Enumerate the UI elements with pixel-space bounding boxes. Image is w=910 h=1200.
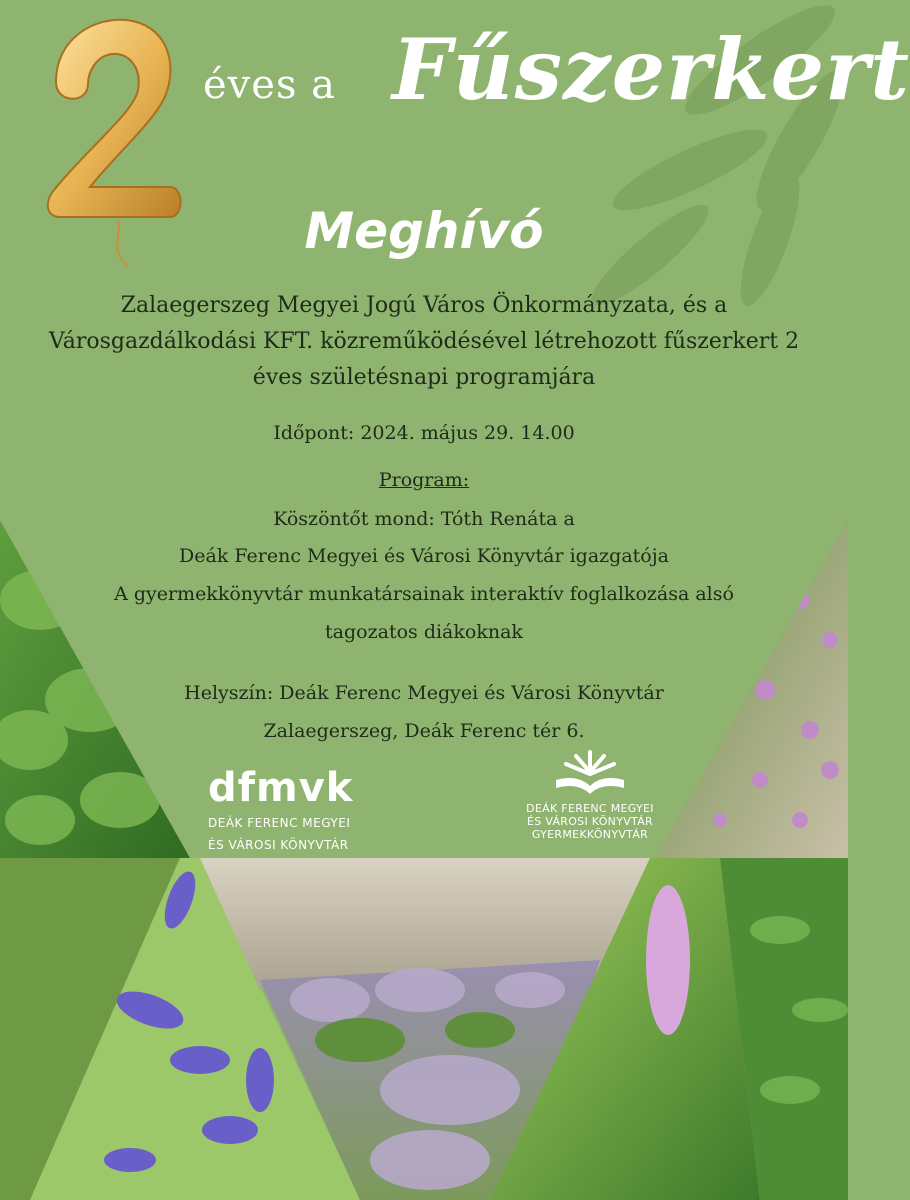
program-line: tagozatos diákoknak [325,621,523,643]
childrens-library-logo-line: GYERMEKKÖNYVTÁR [531,828,649,841]
intro-line: Városgazdálkodási KFT. közreműködésével létrehozott fűszerkert 2 [48,329,800,354]
open-book-sun-icon [550,748,630,798]
childrens-library-logo-line: DEÁK FERENC MEGYEI [526,802,654,815]
intro-line: éves születésnapi programjára [252,365,596,390]
dfmvk-logo-line: DEÁK FERENC MEGYEI [208,816,351,830]
location-line: Zalaegerszeg, Deák Ferenc tér 6. [263,720,585,742]
intro-text [0,288,848,396]
childrens-library-logo-line: ÉS VÁROSI KÖNYVTÁR [527,815,653,828]
invitation-heading: Meghívó [304,202,544,260]
program-line: A gyermekkönyvtár munkatársainak interaktív foglalkozása alsó [114,583,734,605]
intro-line: Zalaegerszeg Megyei Jogú Város Önkormányzata, és a [120,293,728,318]
dfmvk-logo-line: ÉS VÁROSI KÖNYVTÁR [208,838,349,852]
dfmvk-logo-mark: dfmvk [208,765,354,811]
program-heading: Program: [378,469,470,491]
years-label: éves a [203,62,337,108]
dfmvk-logo [208,765,354,852]
location-line: Helyszín: Deák Ferenc Megyei és Városi Könyvtár [184,682,664,704]
page-title: Fűszerkert [392,20,910,119]
event-time: Időpont: 2024. május 29. 14.00 [273,422,575,444]
program-line: Deák Ferenc Megyei és Városi Könyvtár igazgatója [179,545,669,567]
childrens-library-logo [522,748,658,841]
program-line: Köszöntőt mond: Tóth Renáta a [273,508,575,530]
